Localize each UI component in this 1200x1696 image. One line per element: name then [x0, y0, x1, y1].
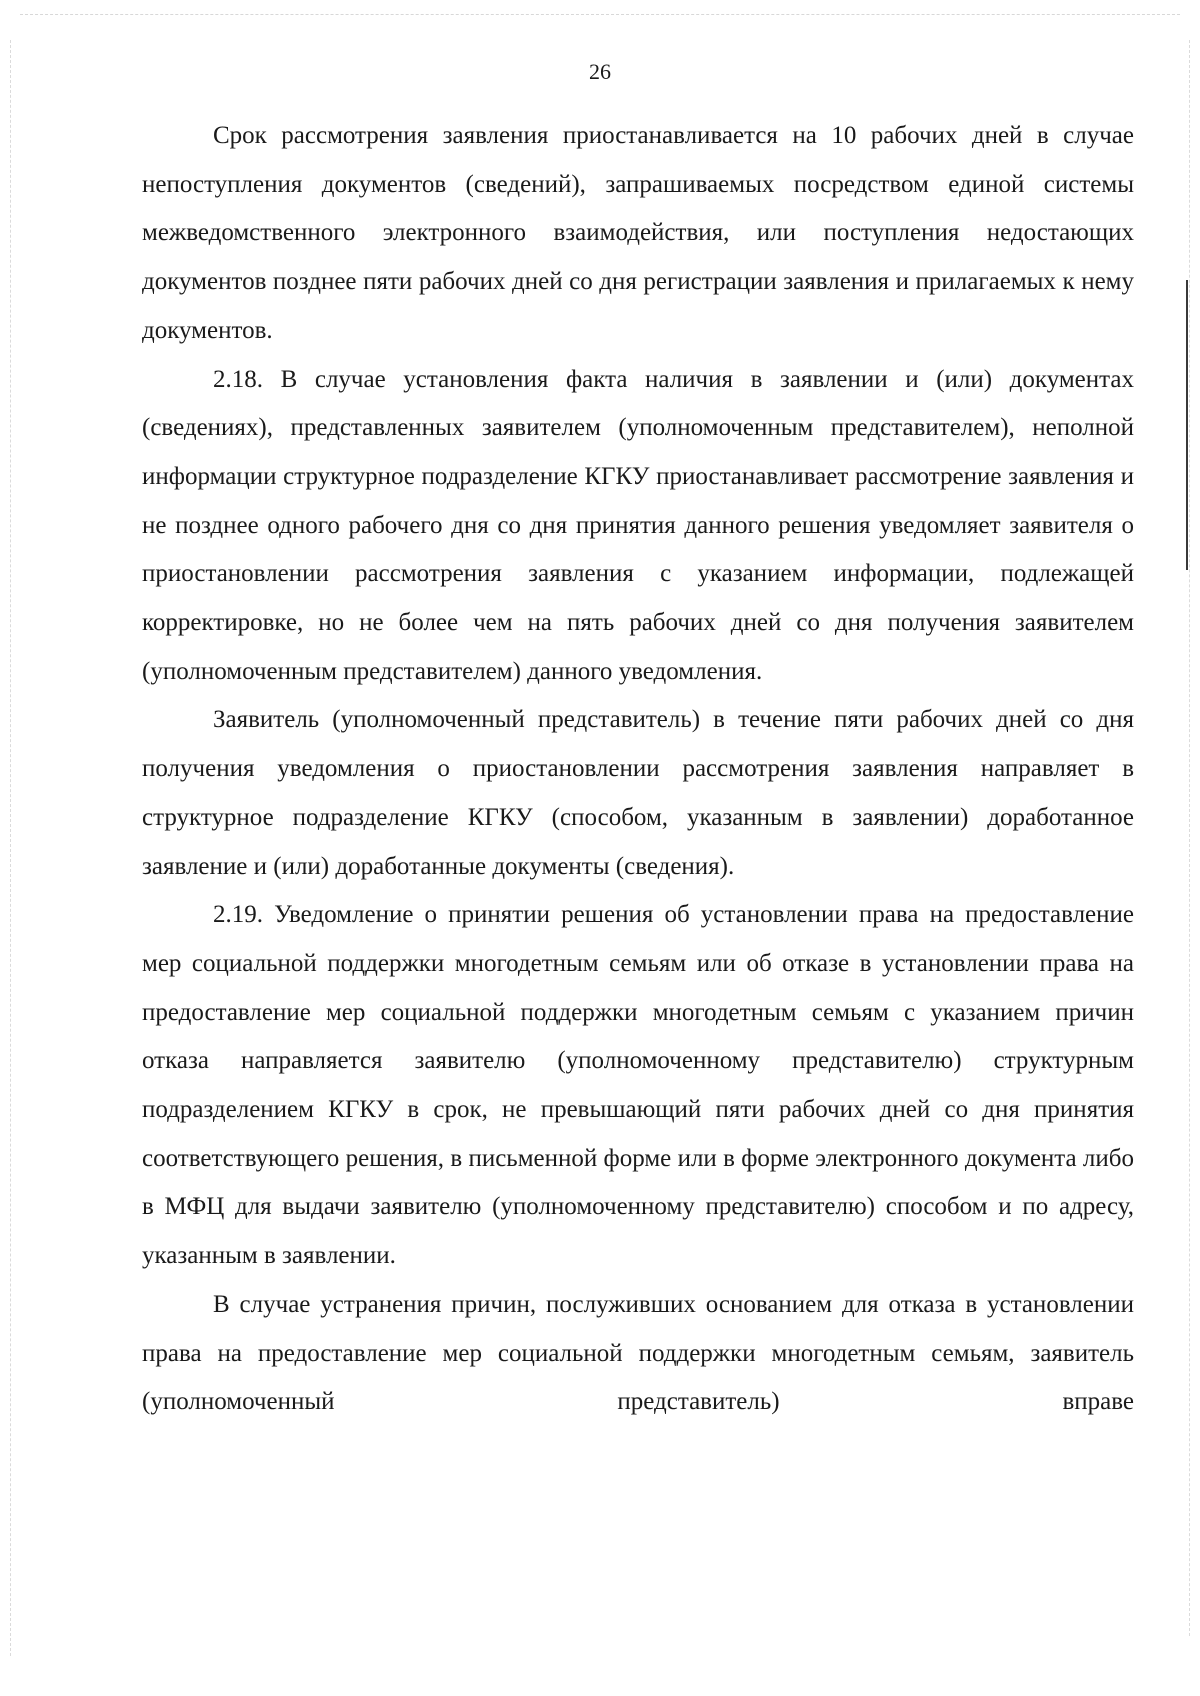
paragraph-refusal-remedy: В случае устранения причин, послуживших основанием для отказа в установлении права на предоставление мер социальной поддержки многодетным семьям, заявитель (уполномоченный представитель) вправе	[142, 1290, 1134, 1416]
paragraph-applicant-resubmission: Заявитель (уполномоченный представитель) в течение пяти рабочих дней со дня получения уведомления о приостановлении рассмотрения заявления направляет в структурное подразделение КГКУ (способом, указанным в заявлении) доработанное заявление и (или) доработанные документы (сведения).	[142, 706, 1134, 880]
scan-edge-left	[10, 40, 11, 1656]
scan-edge-top	[20, 14, 1180, 15]
document-body	[142, 112, 1134, 1427]
scan-artifact-bar	[1186, 280, 1188, 570]
scan-edge-right	[1189, 40, 1190, 1636]
paragraph-suspension-term: Срок рассмотрения заявления приостанавливается на 10 рабочих дней в случае непоступления документов (сведений), запрашиваемых посредством единой системы межведомственного электронного взаимодействия, или поступления недостающих документов позднее пяти рабочих дней со дня регистрации заявления и прилагаемых к нему документов.	[142, 122, 1134, 344]
page-number: 26	[589, 59, 611, 84]
paragraph-2-18: 2.18. В случае установления факта наличия в заявлении и (или) документах (сведениях), представленных заявителем (уполномоченным представителем), неполной информации структурное подразделение КГКУ приостанавливает рассмотрение заявления и не позднее одного рабочего дня со дня принятия данного решения уведомляет заявителя о приостановлении рассмотрения заявления с указанием информации, подлежащей корректировке, но не более чем на пять рабочих дней со дня получения заявителем (уполномоченным представителем) данного уведомления.	[142, 365, 1134, 685]
paragraph-2-19: 2.19. Уведомление о принятии решения об установлении права на предоставление мер социальной поддержки многодетным семьям или об отказе в установлении права на предоставление мер социальной поддержки многодетным семьям с указанием причин отказа направляется заявителю (уполномоченному представителю) структурным подразделением КГКУ в срок, не превышающий пяти рабочих дней со дня принятия соответствующего решения, в письменной форме или в форме электронного документа либо в МФЦ для выдачи заявителю (уполномоченному представителю) способом и по адресу, указанным в заявлении.	[142, 901, 1134, 1270]
